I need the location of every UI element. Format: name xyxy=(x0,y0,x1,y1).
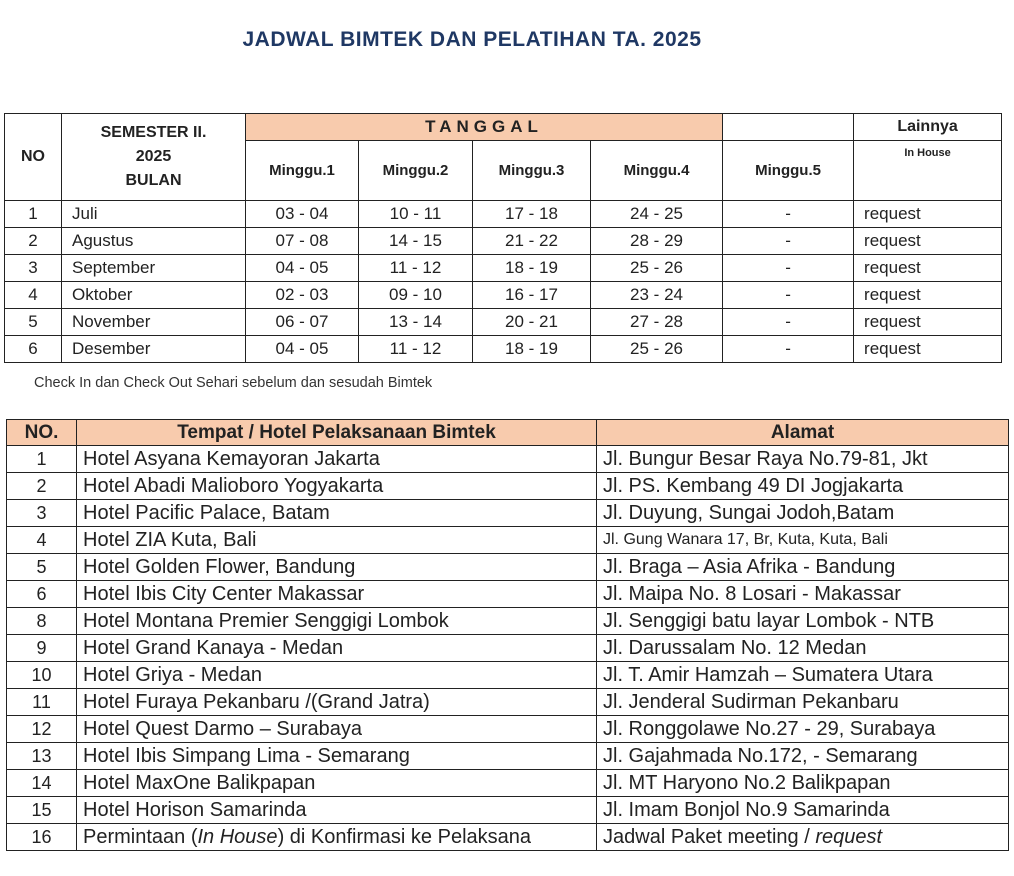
row-month: Oktober xyxy=(62,282,246,309)
schedule-header-tanggal: TANGGAL xyxy=(246,114,723,141)
row-no: 2 xyxy=(5,228,62,255)
row-other: request xyxy=(854,336,1002,363)
hotel-no: 14 xyxy=(7,770,77,797)
row-month: Desember xyxy=(62,336,246,363)
row-week-4: 23 - 24 xyxy=(591,282,723,309)
row-month: Juli xyxy=(62,201,246,228)
row-month: November xyxy=(62,309,246,336)
meeting-prefix: Jadwal Paket meeting / xyxy=(603,825,816,848)
hotel-no: 10 xyxy=(7,662,77,689)
hotel-address: Jl. Senggigi batu layar Lombok - NTB xyxy=(597,608,1009,635)
row-other: request xyxy=(854,255,1002,282)
table-row xyxy=(7,770,1009,797)
table-row xyxy=(7,446,1009,473)
hotel-no: 15 xyxy=(7,797,77,824)
row-no: 6 xyxy=(5,336,62,363)
table-row xyxy=(7,797,1009,824)
hotel-address: Jl. Darussalam No. 12 Medan xyxy=(597,635,1009,662)
row-week-1: 02 - 03 xyxy=(246,282,359,309)
week-header-2: Minggu.2 xyxy=(359,141,473,201)
row-week-4: 27 - 28 xyxy=(591,309,723,336)
schedule-header-no: NO xyxy=(5,114,62,201)
table-row xyxy=(7,689,1009,716)
hotel-name: Hotel MaxOne Balikpapan xyxy=(77,770,597,797)
semester-line-1: SEMESTER II. xyxy=(100,124,207,141)
row-week-3: 17 - 18 xyxy=(473,201,591,228)
hotel-address: Jl. Bungur Besar Raya No.79-81, Jkt xyxy=(597,446,1009,473)
schedule-header-lainnya: Lainnya xyxy=(854,114,1002,141)
hotel-address: Jl. Gajahmada No.172, - Semarang xyxy=(597,743,1009,770)
in-house-italic: In House xyxy=(197,825,278,848)
row-week-2: 09 - 10 xyxy=(359,282,473,309)
table-row xyxy=(7,662,1009,689)
schedule-header-blank xyxy=(723,114,854,141)
table-row xyxy=(7,635,1009,662)
row-week-1: 07 - 08 xyxy=(246,228,359,255)
row-no: 3 xyxy=(5,255,62,282)
row-week-3: 21 - 22 xyxy=(473,228,591,255)
hotel-address: Jl. T. Amir Hamzah – Sumatera Utara xyxy=(597,662,1009,689)
row-week-2: 13 - 14 xyxy=(359,309,473,336)
hotel-address: Jl. MT Haryono No.2 Balikpapan xyxy=(597,770,1009,797)
row-week-4: 28 - 29 xyxy=(591,228,723,255)
row-no: 4 xyxy=(5,282,62,309)
table-row xyxy=(7,554,1009,581)
hotel-name: Hotel Abadi Malioboro Yogyakarta xyxy=(77,473,597,500)
row-other: request xyxy=(854,201,1002,228)
hotel-address: Jl. Imam Bonjol No.9 Samarinda xyxy=(597,797,1009,824)
row-week-2: 14 - 15 xyxy=(359,228,473,255)
hotel-name: Hotel Furaya Pekanbaru /(Grand Jatra) xyxy=(77,689,597,716)
row-week-4: 25 - 26 xyxy=(591,255,723,282)
schedule-header-semester xyxy=(62,114,246,201)
row-week-5: - xyxy=(723,201,854,228)
hotel-header-address: Alamat xyxy=(597,420,1009,446)
row-week-5: - xyxy=(723,309,854,336)
table-row xyxy=(5,336,1002,363)
hotel-address: Jl. Braga – Asia Afrika - Bandung xyxy=(597,554,1009,581)
in-house-prefix: Permintaan ( xyxy=(83,825,198,848)
row-other: request xyxy=(854,309,1002,336)
table-row xyxy=(5,201,1002,228)
row-week-5: - xyxy=(723,336,854,363)
row-week-5: - xyxy=(723,255,854,282)
hotel-header-no: NO. xyxy=(7,420,77,446)
hotel-name: Hotel Quest Darmo – Surabaya xyxy=(77,716,597,743)
row-week-5: - xyxy=(723,228,854,255)
row-week-1: 03 - 04 xyxy=(246,201,359,228)
row-week-3: 20 - 21 xyxy=(473,309,591,336)
hotel-address xyxy=(597,824,1009,851)
hotel-name: Hotel Montana Premier Senggigi Lombok xyxy=(77,608,597,635)
hotel-no: 6 xyxy=(7,581,77,608)
row-no: 5 xyxy=(5,309,62,336)
hotel-name: Hotel Ibis Simpang Lima - Semarang xyxy=(77,743,597,770)
hotel-address: Jl. Maipa No. 8 Losari - Makassar xyxy=(597,581,1009,608)
hotel-no: 1 xyxy=(7,446,77,473)
table-row xyxy=(5,309,1002,336)
hotel-no: 16 xyxy=(7,824,77,851)
hotel-name: Hotel Griya - Medan xyxy=(77,662,597,689)
row-week-3: 18 - 19 xyxy=(473,336,591,363)
semester-line-3: BULAN xyxy=(125,172,182,189)
hotel-no: 11 xyxy=(7,689,77,716)
hotel-address: Jl. PS. Kembang 49 DI Jogjakarta xyxy=(597,473,1009,500)
row-month: September xyxy=(62,255,246,282)
in-house-suffix: ) di Konfirmasi ke Pelaksana xyxy=(277,825,532,848)
row-other: request xyxy=(854,228,1002,255)
hotel-no: 4 xyxy=(7,527,77,554)
table-row xyxy=(7,824,1009,851)
row-week-2: 10 - 11 xyxy=(359,201,473,228)
hotel-header-place: Tempat / Hotel Pelaksanaan Bimtek xyxy=(77,420,597,446)
table-row xyxy=(7,527,1009,554)
hotel-name: Hotel ZIA Kuta, Bali xyxy=(77,527,597,554)
schedule-table xyxy=(4,113,1002,363)
hotel-address: Jl. Ronggolawe No.27 - 29, Surabaya xyxy=(597,716,1009,743)
row-week-3: 18 - 19 xyxy=(473,255,591,282)
hotel-address: Jl. Jenderal Sudirman Pekanbaru xyxy=(597,689,1009,716)
table-row xyxy=(7,716,1009,743)
table-row xyxy=(7,500,1009,527)
row-week-3: 16 - 17 xyxy=(473,282,591,309)
hotel-no: 5 xyxy=(7,554,77,581)
request-italic: request xyxy=(815,825,883,848)
hotel-name: Hotel Ibis City Center Makassar xyxy=(77,581,597,608)
row-week-5: - xyxy=(723,282,854,309)
row-week-1: 06 - 07 xyxy=(246,309,359,336)
week-header-3: Minggu.3 xyxy=(473,141,591,201)
hotel-table xyxy=(6,419,1009,851)
table-row xyxy=(5,282,1002,309)
row-week-2: 11 - 12 xyxy=(359,336,473,363)
week-header-5: Minggu.5 xyxy=(723,141,854,201)
row-week-4: 24 - 25 xyxy=(591,201,723,228)
hotel-name: Hotel Horison Samarinda xyxy=(77,797,597,824)
hotel-address: Jl. Duyung, Sungai Jodoh,Batam xyxy=(597,500,1009,527)
row-week-4: 25 - 26 xyxy=(591,336,723,363)
hotel-no: 8 xyxy=(7,608,77,635)
row-no: 1 xyxy=(5,201,62,228)
table-row xyxy=(7,743,1009,770)
hotel-name: Hotel Pacific Palace, Batam xyxy=(77,500,597,527)
hotel-name: Hotel Golden Flower, Bandung xyxy=(77,554,597,581)
hotel-name xyxy=(77,824,597,851)
hotel-address: Jl. Gung Wanara 17, Br, Kuta, Kuta, Bali xyxy=(597,527,1009,554)
table-row xyxy=(7,581,1009,608)
hotel-no: 12 xyxy=(7,716,77,743)
week-header-4: Minggu.4 xyxy=(591,141,723,201)
hotel-no: 3 xyxy=(7,500,77,527)
hotel-no: 2 xyxy=(7,473,77,500)
page-title: JADWAL BIMTEK DAN PELATIHAN TA. 2025 xyxy=(242,28,702,51)
row-month: Agustus xyxy=(62,228,246,255)
row-week-1: 04 - 05 xyxy=(246,336,359,363)
in-house-header: In House xyxy=(854,141,1002,201)
hotel-no: 13 xyxy=(7,743,77,770)
row-week-2: 11 - 12 xyxy=(359,255,473,282)
table-row xyxy=(7,608,1009,635)
week-header-1: Minggu.1 xyxy=(246,141,359,201)
hotel-no: 9 xyxy=(7,635,77,662)
hotel-name: Hotel Asyana Kemayoran Jakarta xyxy=(77,446,597,473)
table-row xyxy=(5,255,1002,282)
table-row xyxy=(7,473,1009,500)
hotel-name: Hotel Grand Kanaya - Medan xyxy=(77,635,597,662)
check-in-note: Check In dan Check Out Sehari sebelum dan sesudah Bimtek xyxy=(34,375,433,391)
row-other: request xyxy=(854,282,1002,309)
table-row xyxy=(5,228,1002,255)
semester-line-2: 2025 xyxy=(135,148,172,165)
row-week-1: 04 - 05 xyxy=(246,255,359,282)
